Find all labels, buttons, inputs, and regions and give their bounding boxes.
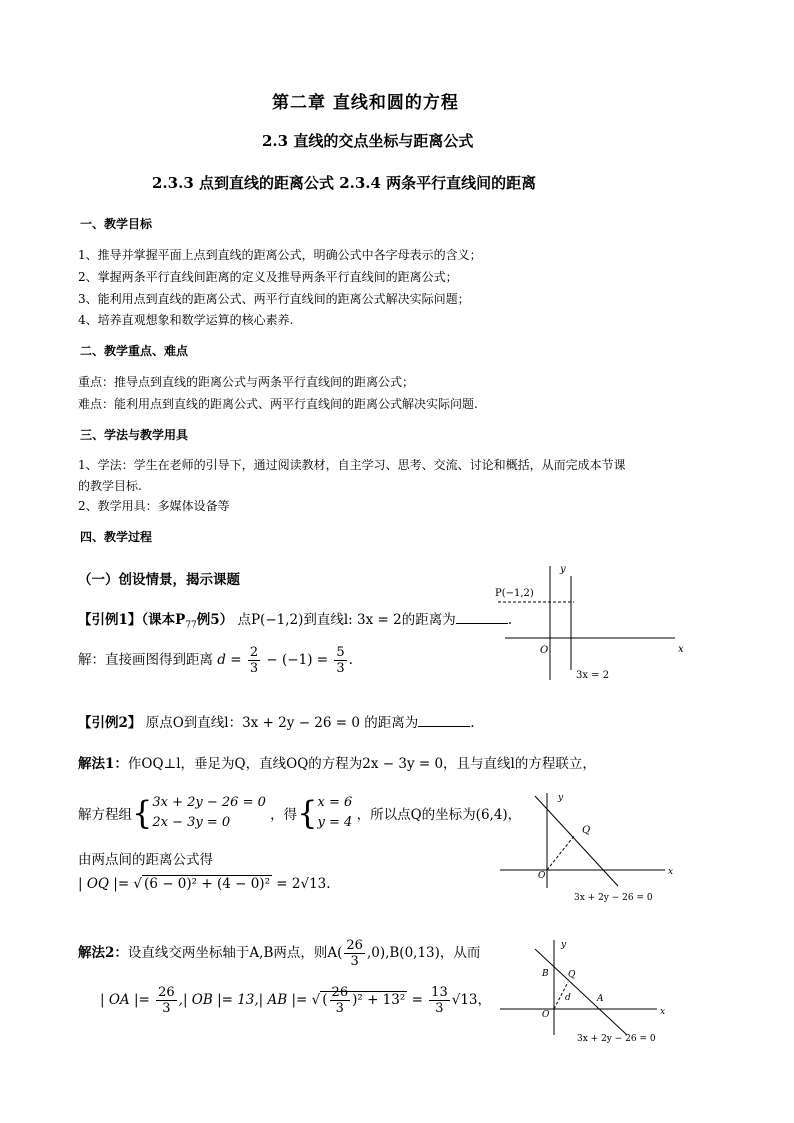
radical: ( $\frac{26}{3}$ )² + 13² (322, 985, 406, 1016)
method1-label: 解法1： (78, 756, 128, 772)
fraction: $\frac{2}{3}$ (249, 645, 259, 676)
keypoint-item: 重点：推导点到直线的距离公式与两条平行直线间的距离公式； (78, 375, 415, 389)
goal-item: 2、掌握两条平行直线间距离的定义及推导两条平行直线间的距离公式； (78, 270, 458, 284)
point-p-label: P(−1,2) (495, 588, 534, 599)
figure-3 (495, 935, 675, 1047)
origin-label: O (538, 871, 546, 881)
line-label: 3x + 2y − 26 = 0 (574, 893, 653, 903)
method2-lengths: | OA |= $\frac{26}{3}$ ,| OB |= 13,| AB |= √ ( $\frac{26}{3}$ )² + 13² = $\frac{13}{3}$ √13， (100, 985, 491, 1016)
solution-system: x = 6 y = 4 (317, 795, 353, 830)
equation-system: 3x + 2y − 26 = 0 2x − 3y = 0 (152, 795, 266, 830)
example1-solution-prefix: 解：直接画图得到距离 (78, 652, 213, 668)
example1-eq: d = (217, 652, 242, 668)
fraction: $\frac{26}{3}$ (346, 938, 363, 969)
chapter-title: 第二章 直线和圆的方程 (272, 93, 459, 113)
method-item-cont: 的教学目标. (78, 479, 142, 493)
example1-source-page: 77 (185, 620, 197, 631)
method1-distance: | OQ |= √ (6 − 0)² + (4 − 0)² = 2√13. (78, 876, 331, 892)
figure-1 (490, 558, 690, 688)
y-axis-label: y (560, 564, 566, 575)
example2: 【引例2】 原点O到直线l：3x + 2y − 26 = 0 的距离为 . (78, 715, 475, 731)
process-part1: （一）创设情景，揭示课题 (78, 572, 240, 588)
point-b-label: B (542, 969, 549, 979)
method1-line3: 由两点间的距离公式得 (78, 852, 213, 868)
methods-heading: 三、学法与教学用具 (80, 428, 189, 442)
x-axis-label: x (668, 867, 674, 877)
fraction: $\frac{5}{3}$ (336, 645, 345, 676)
method-item: 1、学法：学生在老师的引导下，通过阅读教材，自主学习、思考、交流、讨论和概括，从而完成本节课 (78, 458, 626, 472)
origin-label: O (540, 645, 549, 656)
point-q-label: Q (582, 825, 591, 836)
line-label: 3x = 2 (576, 670, 610, 681)
method1-line1: 解法1：作OQ⊥l，垂足为Q，直线OQ的方程为2x − 3y = 0，且与直线l的方程联立， (78, 756, 596, 772)
answer-blank[interactable] (418, 714, 470, 727)
process-heading: 四、教学过程 (80, 530, 153, 544)
distance-label: d (565, 993, 571, 1003)
fraction: $\frac{13}{3}$ (431, 985, 448, 1016)
origin-label: O (542, 1010, 550, 1020)
example1-mid: − (−1) = (266, 652, 329, 668)
line-label: 3x + 2y − 26 = 0 (577, 1034, 656, 1044)
goal-item: 4、培养直观想象和数学运算的核心素养. (78, 313, 294, 327)
radical: (6 − 0)² + (4 − 0)² (144, 876, 270, 892)
x-axis-label: x (660, 1007, 666, 1017)
example1-source: （课本P (141, 612, 186, 628)
keypoint-item: 难点：能利用点到直线的距离公式、两平行直线间的距离公式解决实际问题. (78, 397, 478, 411)
y-axis-label: y (558, 793, 564, 803)
fraction: $\frac{26}{3}$ (158, 985, 175, 1016)
point-a-label: A (597, 994, 604, 1004)
method2-line1: 解法2：设直线交两坐标轴于A,B两点，则A( $\frac{26}{3}$ ,0),B(0,13)，从而 (78, 938, 481, 969)
figure-2 (500, 788, 680, 908)
x-axis-label: x (678, 644, 684, 655)
example1-source-end: 例5） (196, 612, 234, 628)
section-title: 2.3 直线的交点坐标与距离公式 (262, 132, 474, 150)
example1-text: 点P(−1,2)到直线l: 3x = 2的距离为 (237, 612, 456, 628)
keypoints-heading: 二、教学重点、难点 (80, 344, 189, 358)
example1: 【引例1】（课本$P_{77}$例5） 点P(−1,2)到直线l: 3x = 2的距离为 . (78, 612, 513, 631)
method-item: 2、教学用具：多媒体设备等 (78, 499, 230, 513)
example2-tag: 【引例2】 (78, 715, 142, 731)
goal-item: 3、能利用点到直线的距离公式、两平行直线间的距离公式解决实际问题； (78, 292, 470, 306)
example1-tag: 【引例1】 (78, 612, 142, 628)
method1-system: 解方程组{ 3x + 2y − 26 = 0 2x − 3y = 0 ，得{ x = 6 y = 4 ，所以点Q的坐标为(6,4)， (78, 794, 522, 832)
example2-text: 原点O到直线l：3x + 2y − 26 = 0 的距离为 (145, 715, 419, 731)
goal-item: 1、推导并掌握平面上点到直线的距离公式，明确公式中各字母表示的含义； (78, 248, 482, 262)
subsection-title: 2.3.3 点到直线的距离公式 2.3.4 两条平行直线间的距离 (152, 174, 537, 192)
example1-solution: 解：直接画图得到距离 d = $\frac{2}{3}$ − (−1) = $\frac{5}{3}$ . (78, 645, 353, 676)
y-axis-label: y (561, 940, 567, 950)
method2-label: 解法2： (78, 945, 128, 961)
goals-heading: 一、教学目标 (80, 217, 153, 231)
point-q-label: Q (568, 970, 576, 980)
